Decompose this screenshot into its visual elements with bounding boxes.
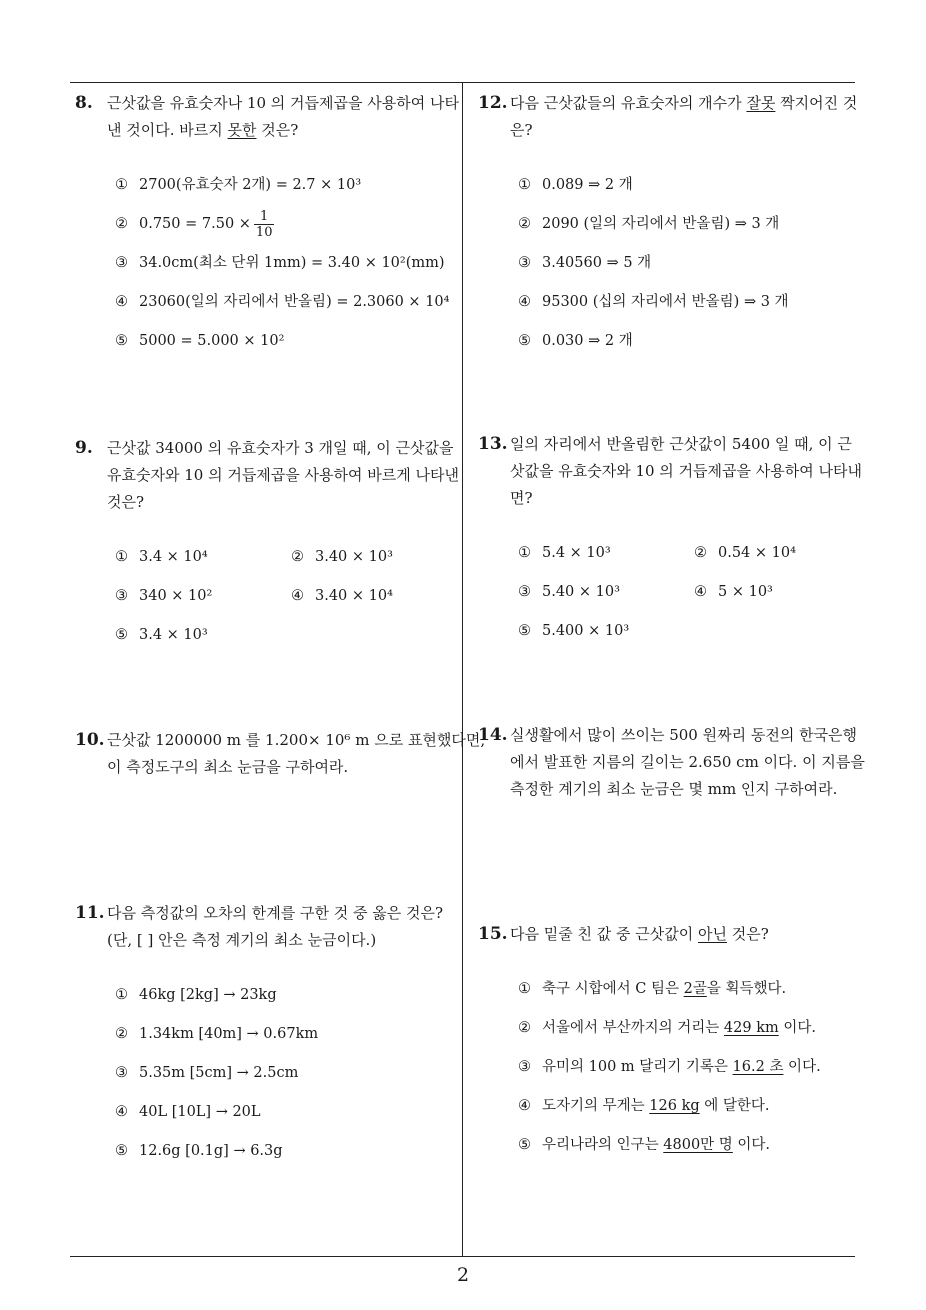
question-13 bbox=[478, 431, 862, 651]
option-4[interactable]: ④ 5 × 10³ bbox=[694, 584, 773, 600]
question-text: 것은? bbox=[726, 925, 769, 943]
question-text: 은? bbox=[510, 121, 533, 139]
option-2[interactable]: ② 2090 (일의 자리에서 반올림) ⇒ 3 개 bbox=[518, 216, 780, 232]
option-4[interactable]: ④ 23060(일의 자리에서 반올림) = 2.3060 × 10⁴ bbox=[115, 294, 450, 310]
question-text: 근삿값 34000 의 유효숫자가 3 개일 때, 이 근삿값을 bbox=[107, 439, 454, 457]
underlined-value: 126 kg bbox=[649, 1098, 700, 1114]
question-text: 다음 근삿값들의 유효숫자의 개수가 bbox=[510, 94, 747, 112]
question-number: 13. bbox=[478, 434, 508, 454]
question-number: 9. bbox=[75, 438, 93, 458]
question-text: 낸 것이다. 바르지 bbox=[107, 121, 228, 139]
question-text: 에서 발표한 지름의 길이는 2.650 cm 이다. 이 지름을 bbox=[510, 753, 865, 771]
page-number: 2 bbox=[456, 1264, 470, 1286]
question-15 bbox=[478, 921, 858, 1165]
answer-options bbox=[75, 538, 460, 655]
question-number: 14. bbox=[478, 725, 508, 745]
question-number: 10. bbox=[75, 730, 105, 750]
question-9 bbox=[75, 435, 460, 655]
question-text: 일의 자리에서 반올림한 근삿값이 5400 일 때, 이 근 bbox=[510, 435, 852, 453]
question-text: 다음 측정값의 오차의 한계를 구한 것 중 옳은 것은? bbox=[107, 904, 443, 922]
question-number: 15. bbox=[478, 924, 508, 944]
question-text: 면? bbox=[510, 489, 533, 507]
question-8 bbox=[75, 90, 460, 361]
underlined-value: 2골 bbox=[683, 981, 707, 997]
question-text: 근삿값을 유효숫자나 10 의 거듭제곱을 사용하여 나타 bbox=[107, 94, 459, 112]
answer-options bbox=[478, 534, 858, 651]
question-number: 8. bbox=[75, 93, 93, 113]
underlined-value: 429 km bbox=[723, 1020, 779, 1036]
option-1[interactable]: ① 0.089 ⇒ 2 개 bbox=[518, 177, 633, 193]
answer-options bbox=[478, 166, 858, 361]
option-2[interactable]: ② 1.34km [40m] → 0.67km bbox=[115, 1026, 319, 1042]
option-4[interactable]: ④ 40L [10L] → 20L bbox=[115, 1104, 261, 1120]
underlined-value: 16.2 초 bbox=[732, 1059, 784, 1075]
question-11 bbox=[75, 900, 460, 1171]
answer-options bbox=[478, 970, 858, 1165]
question-text: 실생활에서 많이 쓰이는 500 원짜리 동전의 한국은행 bbox=[510, 726, 858, 744]
option-1[interactable]: ① 축구 시합에서 C 팀은 2골을 획득했다. bbox=[518, 981, 787, 997]
fraction: $\frac{1}{10}$ bbox=[255, 208, 273, 240]
question-text: 것은? bbox=[107, 493, 145, 511]
option-3[interactable]: ③ 3.40560 ⇒ 5 개 bbox=[518, 255, 652, 271]
question-text: 짝지어진 것 bbox=[775, 94, 858, 112]
option-5[interactable]: ⑤ 5.400 × 10³ bbox=[518, 623, 630, 639]
option-3[interactable]: ③ 5.40 × 10³ bbox=[518, 584, 620, 600]
option-2[interactable]: ② 0.54 × 10⁴ bbox=[694, 545, 796, 561]
option-1[interactable]: ① 2700(유효숫자 2개) = 2.7 × 10³ bbox=[115, 177, 362, 193]
option-5[interactable]: ⑤ 12.6g [0.1g] → 6.3g bbox=[115, 1143, 283, 1159]
question-text: 것은? bbox=[256, 121, 299, 139]
bottom-rule bbox=[70, 1256, 855, 1257]
option-2[interactable]: ② 0.750 = 7.50 × $\frac{1}{10}$ bbox=[115, 208, 273, 240]
option-5[interactable]: ⑤ 우리나라의 인구는 4800만 명 이다. bbox=[518, 1137, 771, 1153]
option-2[interactable]: ② 서울에서 부산까지의 거리는 429 km 이다. bbox=[518, 1020, 816, 1036]
option-4[interactable]: ④ 도자기의 무게는 126 kg 에 달한다. bbox=[518, 1098, 770, 1114]
option-1[interactable]: ① 3.4 × 10⁴ bbox=[115, 549, 208, 565]
question-text: 이 측정도구의 최소 눈금을 구하여라. bbox=[107, 758, 349, 776]
question-text: 측정한 계기의 최소 눈금은 몇 mm 인지 구하여라. bbox=[510, 780, 838, 798]
question-text: 근삿값 1200000 m 를 1.200× 10⁶ m 으로 표현했다면, bbox=[107, 731, 486, 749]
question-12 bbox=[478, 90, 858, 361]
question-number: 12. bbox=[478, 93, 508, 113]
option-1[interactable]: ① 5.4 × 10³ bbox=[518, 545, 611, 561]
underlined-keyword: 못한 bbox=[227, 121, 257, 139]
answer-options bbox=[75, 166, 460, 361]
underlined-value: 4800만 명 bbox=[663, 1137, 733, 1153]
option-3[interactable]: ③ 340 × 10² bbox=[115, 588, 213, 604]
option-2[interactable]: ② 3.40 × 10³ bbox=[291, 549, 393, 565]
underlined-keyword: 잘못 bbox=[746, 94, 776, 112]
option-3[interactable]: ③ 5.35m [5cm] → 2.5cm bbox=[115, 1065, 299, 1081]
option-3[interactable]: ③ 34.0cm(최소 단위 1mm) = 3.40 × 10²(mm) bbox=[115, 255, 445, 271]
option-4[interactable]: ④ 95300 (십의 자리에서 반올림) ⇒ 3 개 bbox=[518, 294, 789, 310]
option-3[interactable]: ③ 유미의 100 m 달리기 기록은 16.2 초 이다. bbox=[518, 1059, 821, 1075]
option-5[interactable]: ⑤ 0.030 ⇒ 2 개 bbox=[518, 333, 633, 349]
question-10 bbox=[75, 727, 486, 781]
question-text: (단, [ ] 안은 측정 계기의 최소 눈금이다.) bbox=[107, 931, 377, 949]
option-5[interactable]: ⑤ 5000 = 5.000 × 10² bbox=[115, 333, 285, 349]
option-4[interactable]: ④ 3.40 × 10⁴ bbox=[291, 588, 393, 604]
question-text: 유효숫자와 10 의 거듭제곱을 사용하여 바르게 나타낸 bbox=[107, 466, 459, 484]
option-1[interactable]: ① 46kg [2kg] → 23kg bbox=[115, 987, 277, 1003]
question-text: 삿값을 유효숫자와 10 의 거듭제곱을 사용하여 나타내 bbox=[510, 462, 862, 480]
question-text: 다음 밑줄 친 값 중 근삿값이 bbox=[510, 925, 698, 943]
question-14 bbox=[478, 722, 865, 803]
answer-options bbox=[75, 976, 460, 1171]
question-number: 11. bbox=[75, 903, 105, 923]
option-5[interactable]: ⑤ 3.4 × 10³ bbox=[115, 627, 208, 643]
underlined-keyword: 아닌 bbox=[698, 925, 727, 943]
column-divider bbox=[462, 82, 463, 1256]
